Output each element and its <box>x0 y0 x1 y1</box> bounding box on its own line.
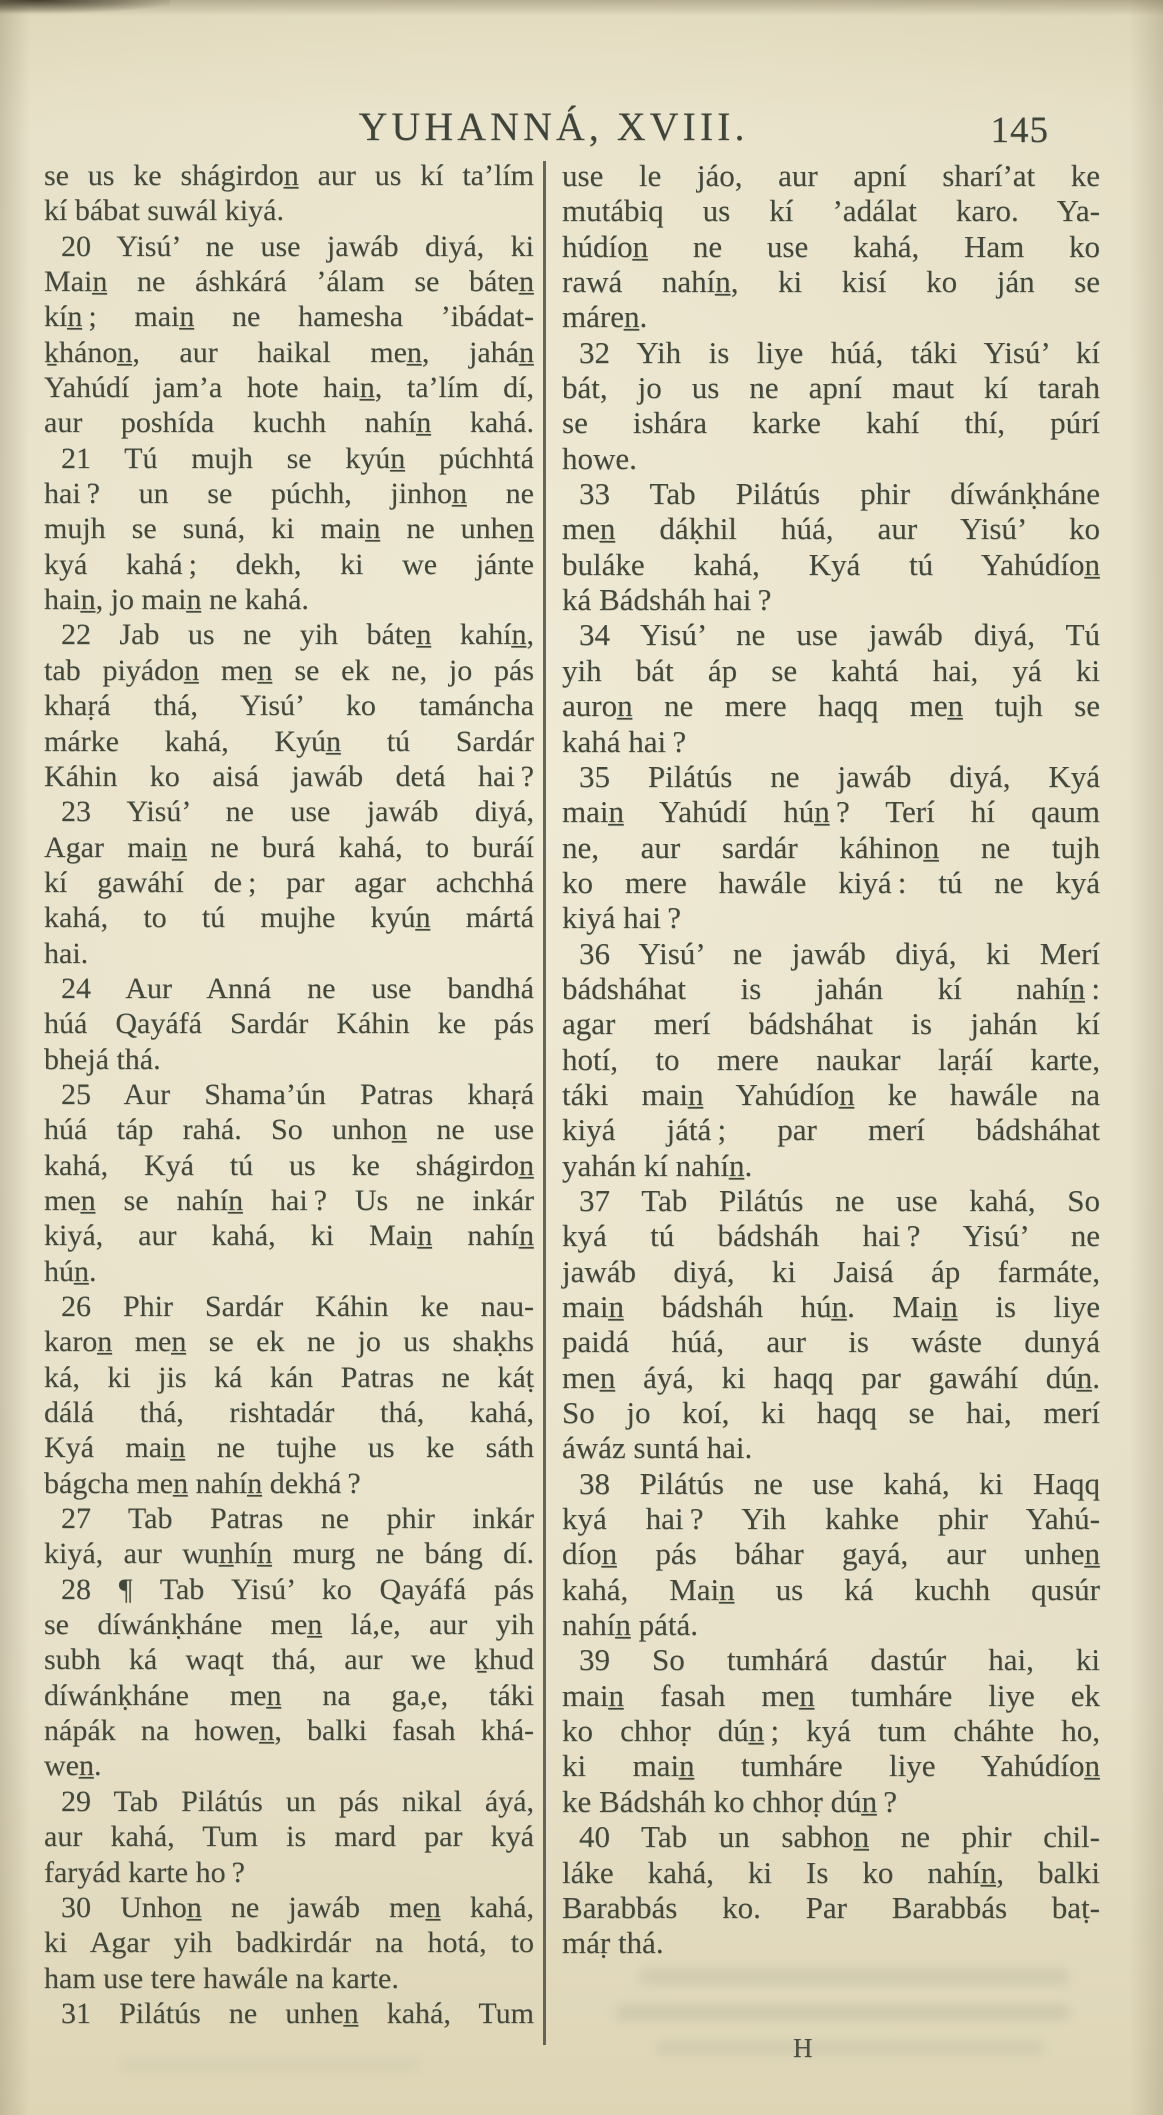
text-line: tab piyádon̲ men̲ se ek ne, jo pás <box>44 653 534 687</box>
text-line: aur kahá, Tum is mard par kyá <box>44 1820 534 1854</box>
text-line: 36 Yisú’ ne jawáb diyá, ki Merí <box>579 935 1100 971</box>
text-line: 27 Tab Patras ne phir inkár <box>61 1502 534 1536</box>
text-line: mutábiq us kí ’adálat karo. Ya- <box>562 193 1100 229</box>
text-line: 39 So tumhárá dastúr hai, ki <box>579 1642 1100 1678</box>
text-line: se díwánḳháne men̲ lá,e, aur yih <box>44 1608 534 1642</box>
text-line: kiyá hai ? <box>562 900 681 936</box>
text-line: howe. <box>562 440 637 476</box>
text-line: use le jáo, aur apní sharí’at ke <box>562 158 1100 193</box>
text-line: kiyá játá ; par merí bádsháhat <box>562 1112 1100 1148</box>
text-line: mujh se suná, ki main̲ ne unhen̲ <box>44 512 534 546</box>
text-line: húá táp rahá. So unhon̲ ne use <box>44 1113 534 1147</box>
column-divider-rule <box>543 161 546 2045</box>
reverse-page-show-through <box>655 2040 1045 2056</box>
text-line: 25 Aur Shama’ún Patras khaṛá <box>61 1077 534 1111</box>
text-line: táki main̲ Yahúdíon̲ ke hawále na <box>562 1076 1100 1112</box>
text-line: dálá thá, rishtadár thá, kahá, <box>44 1396 534 1430</box>
text-line: ke Bádsháh ko chhoṛ dún̲ ? <box>562 1783 898 1819</box>
text-line: 32 Yih is liye húá, táki Yisú’ kí <box>579 334 1100 370</box>
text-line: men̲ áyá, ki haqq par gawáhí dún̲. <box>562 1359 1100 1395</box>
text-line: 20 Yisú’ ne use jawáb diyá, ki <box>61 229 534 263</box>
text-line: Barabbás ko. Par Barabbás baṭ- <box>562 1889 1100 1925</box>
text-line: ká, ki jis ká kán Patras ne káṭ <box>44 1360 534 1394</box>
text-line: 24 Aur Anná ne use bandhá <box>61 971 534 1005</box>
text-line: 40 Tab un sabhon̲ ne phir chil- <box>579 1819 1100 1855</box>
text-line: 28 ¶ Tab Yisú’ ko Qayáfá pás <box>61 1572 534 1606</box>
text-line: kín̲ ; main̲ ne hamesha ’ibádat- <box>44 300 534 334</box>
text-line: yahán kí nahín̲. <box>562 1147 753 1183</box>
text-line: men̲ dáḳhil húá, aur Yisú’ ko <box>562 511 1100 547</box>
text-line: kiyá, aur kahá, ki Main̲ nahín̲ <box>44 1219 534 1253</box>
text-line: 30 Unhon̲ ne jawáb men̲ kahá, <box>61 1890 534 1924</box>
text-line: kyá tú bádsháh hai ? Yisú’ ne <box>562 1218 1100 1254</box>
text-column-left <box>44 158 534 2031</box>
text-line: kahá, Main̲ us ká kuchh qusúr <box>562 1571 1100 1607</box>
text-line: Yahúdí jam’a hote hain̲, ta’lím dí, <box>44 371 534 405</box>
text-line: Agar main̲ ne burá kahá, to buráí <box>44 830 534 864</box>
text-line: húá Qayáfá Sardár Káhin ke pás <box>44 1007 534 1041</box>
text-line: khaṛá thá, Yisú’ ko tamáncha <box>44 689 534 723</box>
text-line: 34 Yisú’ ne use jawáb diyá, Tú <box>579 617 1100 653</box>
text-line: hotí, to mere naukar laṛáí karte, <box>562 1041 1100 1077</box>
text-line: rawá nahín̲, ki kisí ko ján se <box>562 264 1100 300</box>
text-line: karon̲ men̲ se ek ne jo us shaḳhs <box>44 1325 534 1359</box>
text-line: díon̲ pás báhar gayá, aur unhen̲ <box>562 1536 1100 1572</box>
page-edge-shadow <box>0 0 170 14</box>
text-line: So jo koí, ki haqq se hai, merí <box>562 1395 1100 1431</box>
text-line: kiyá, aur wun̲hín̲ murg ne báng dí. <box>44 1537 534 1571</box>
text-line: 23 Yisú’ ne use jawáb diyá, <box>61 795 534 829</box>
text-line: yih bát áp se kahtá hai, yá ki <box>562 652 1100 688</box>
text-line: 33 Tab Pilátús phir díwánḳháne <box>579 476 1100 512</box>
signature-mark: H <box>793 2033 813 2063</box>
text-line: ko mere hawále kiyá : tú ne kyá <box>562 864 1100 900</box>
text-line: kí bábat suwál kiyá. <box>44 194 284 228</box>
text-line: húdíon̲ ne use kahá, Ham ko <box>562 228 1100 264</box>
text-line: 22 Jab us ne yih báten̲ kahín̲, <box>61 618 534 652</box>
text-line: paidá húá, aur is wáste dunyá <box>562 1324 1100 1360</box>
text-line: 26 Phir Sardár Káhin ke nau- <box>61 1290 534 1323</box>
text-line: Main̲ ne áshkárá ’álam se báten̲ <box>44 265 534 299</box>
page-number: 145 <box>990 110 1049 151</box>
text-line: auron̲ ne mere haqq men̲ tujh se <box>562 688 1100 724</box>
text-line: nahín̲ pátá. <box>562 1607 699 1643</box>
text-line: Káhin ko aisá jawáb detá hai ? <box>44 759 534 793</box>
text-line: nápák na howen̲, balki fasah khá- <box>44 1714 534 1748</box>
text-line: kahá, to tú mujhe kyún̲ mártá <box>44 901 534 935</box>
text-line: kahá, Kyá tú us ke shágirdon̲ <box>44 1148 534 1182</box>
text-line: bhejá thá. <box>44 1042 161 1076</box>
running-head: YUHANNÁ, XVIII. <box>358 104 749 149</box>
text-line: subh ká waqt thá, aur we ḵhud <box>44 1643 534 1677</box>
text-line: 35 Pilátús ne jawáb diyá, Kyá <box>579 758 1100 794</box>
text-line: buláke kahá, Kyá tú Yahúdíon̲ <box>562 546 1100 582</box>
reverse-page-show-through <box>120 2058 420 2072</box>
reverse-page-show-through <box>640 1968 1070 1985</box>
text-line: main̲ fasah men̲ tumháre liye ek <box>562 1677 1100 1713</box>
text-line: bát, jo us ne apní maut kí tarah <box>562 370 1100 406</box>
text-line: ki Agar yih badkirdár na hotá, to <box>44 1926 534 1960</box>
text-line: jawáb diyá, ki Jaisá áp farmáte, <box>562 1253 1100 1289</box>
text-line: máṛ thá. <box>562 1925 664 1961</box>
text-line: faryád karte ho ? <box>44 1855 245 1889</box>
text-line: ham use tere hawále na karte. <box>44 1961 399 1995</box>
text-line: aur poshída kuchh nahín̲ kahá. <box>44 406 534 440</box>
text-line: áwáz suntá hai. <box>562 1430 753 1466</box>
text-line: ḵhánon̲, aur haikal men̲, jahán̲ <box>44 335 534 369</box>
text-line: díwánḳháne men̲ na ga,e, táki <box>44 1678 534 1712</box>
text-line: hún̲. <box>44 1254 97 1288</box>
text-line: 31 Pilátús ne unhen̲ kahá, Tum <box>61 1996 534 2030</box>
text-line: agar merí bádsháhat is jahán kí <box>562 1006 1100 1042</box>
text-line: hain̲, jo main̲ ne kahá. <box>44 583 309 617</box>
text-line: ko chhoṛ dún̲ ; kyá tum cháhte ho, <box>562 1713 1100 1749</box>
text-line: men̲ se nahín̲ hai ? Us ne inkár <box>44 1183 534 1217</box>
text-line: main̲ bádsháh hún̲. Main̲ is liye <box>562 1289 1100 1324</box>
text-line: ká Bádsháh hai ? <box>562 582 772 618</box>
text-line: se ishára karke kahí thí, púrí <box>562 405 1100 441</box>
text-line: 37 Tab Pilátús ne use kahá, So <box>579 1182 1100 1218</box>
text-line: kyá hai ? Yih kahke phir Yahú- <box>562 1501 1100 1537</box>
text-line: máren̲. <box>562 299 648 335</box>
text-line: 21 Tú mujh se kyún̲ púchhtá <box>61 441 534 475</box>
text-column-right <box>562 158 1100 1961</box>
text-line: Kyá main̲ ne tujhe us ke sáth <box>44 1431 534 1465</box>
text-line: láke kahá, ki Is ko nahín̲, balki <box>562 1854 1100 1890</box>
text-line: wen̲. <box>44 1749 102 1783</box>
text-line: ne, aur sardár káhinon̲ ne tujh <box>562 829 1100 865</box>
text-line: bágcha men̲ nahín̲ dekhá ? <box>44 1466 361 1500</box>
text-line: 29 Tab Pilátús un pás nikal áyá, <box>61 1784 534 1818</box>
text-line: márke kahá, Kyún̲ tú Sardár <box>44 724 534 758</box>
text-line: kyá kahá ; dekh, ki we jánte <box>44 547 534 581</box>
text-line: ki main̲ tumháre liye Yahúdíon̲ <box>562 1748 1100 1784</box>
text-line: kí gawáhí de ; par agar achchhá <box>44 865 534 899</box>
text-line: main̲ Yahúdí hún̲ ? Terí hí qaum <box>562 794 1100 830</box>
text-line: 38 Pilátús ne use kahá, ki Haqq <box>579 1465 1100 1501</box>
reverse-page-show-through <box>615 2004 1070 2021</box>
text-line: kahá hai ? <box>562 723 687 759</box>
text-line: se us ke shágirdon̲ aur us kí ta’lím <box>44 159 534 192</box>
text-line: hai ? un se púchh, jinhon̲ ne <box>44 477 534 511</box>
text-line: hai. <box>44 936 89 970</box>
text-line: bádsháhat is jahán kí nahín̲ : <box>562 970 1100 1006</box>
